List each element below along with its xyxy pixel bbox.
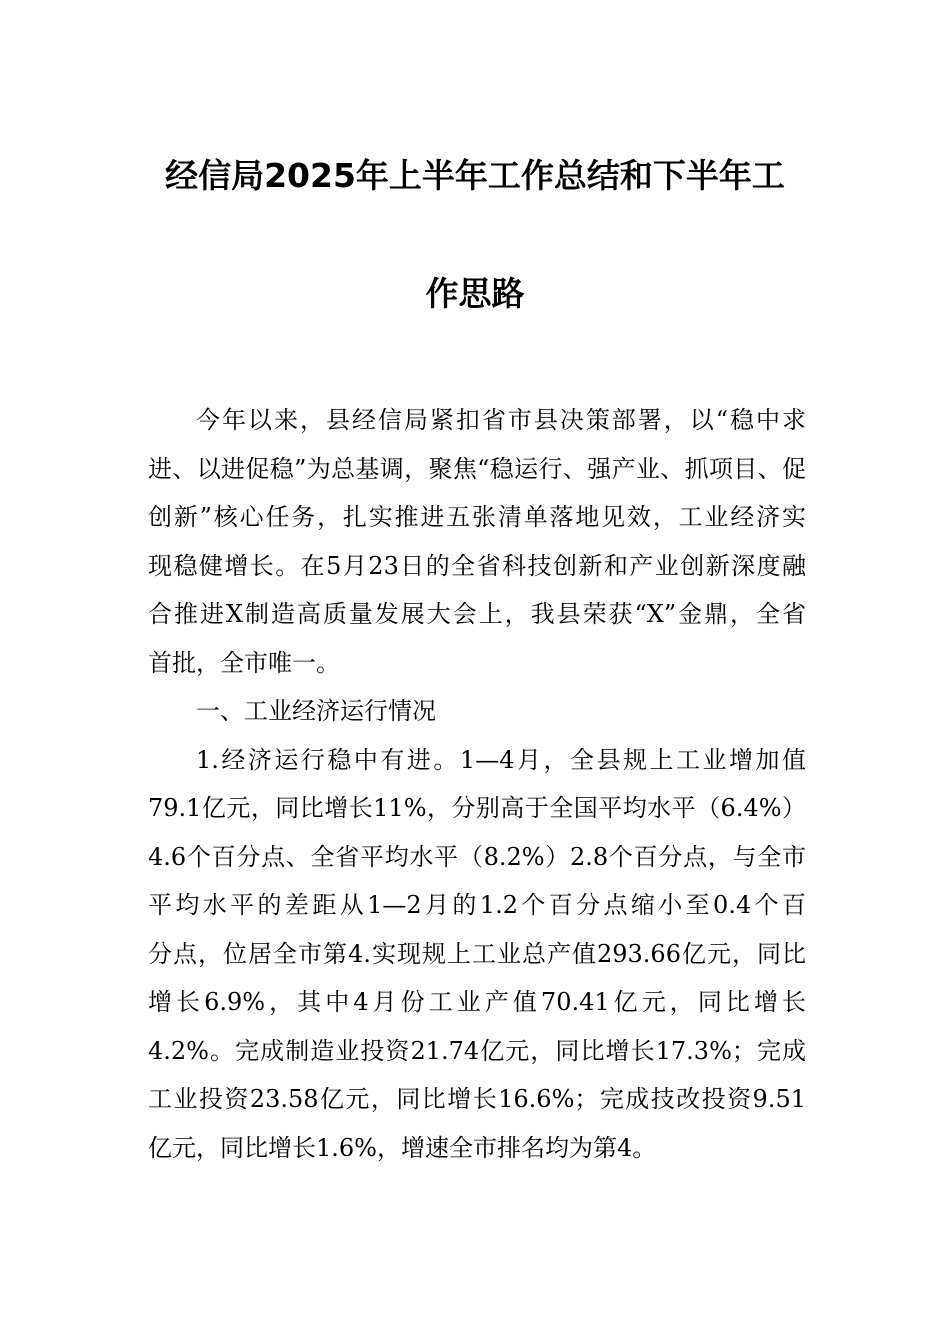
text-line: 平均水平的差距从1—2月的1.2个百分点缩小至0.4个百	[148, 891, 806, 919]
text-line: 4.6个百分点、全省平均水平（8.2%）2.8个百分点，与全市	[148, 842, 806, 871]
text-line: 现稳健增长。在5月23日的全省科技创新和产业创新深度融	[148, 551, 806, 580]
document-body	[148, 400, 806, 1176]
text-line: 合推进X制造高质量发展大会上，我县荣获“X”金鼎，全省	[148, 600, 806, 628]
text-line: 亿元，同比增长1.6%，增速全市排名均为第4。	[148, 1133, 657, 1162]
intro-paragraph	[148, 400, 806, 691]
section-heading-text: 一、工业经济运行情况	[196, 697, 436, 725]
text-line: 79.1亿元，同比增长11%，分别高于全国平均水平（6.4%）	[148, 794, 806, 822]
document-title-line-2: 作思路	[425, 274, 525, 313]
text-line: 分点，位居全市第4.实现规上工业总产值293.66亿元，同比	[148, 939, 806, 968]
text-line: 1.经济运行稳中有进。1—4月，全县规上工业增加值	[196, 745, 806, 774]
document-title-line-1: 经信局2025年上半年工作总结和下半年工	[165, 156, 785, 195]
text-line: 首批，全市唯一。	[148, 648, 340, 677]
text-line: 增长6.9%，其中4月份工业产值70.41亿元，同比增长	[148, 988, 806, 1016]
text-line: 进、以进促稳”为总基调，聚焦“稳运行、强产业、抓项目、促	[148, 454, 806, 483]
economic-paragraph	[148, 740, 806, 1177]
text-line: 今年以来，县经信局紧扣省市县决策部署，以“稳中求	[196, 406, 806, 434]
section-heading	[148, 691, 806, 740]
text-line: 创新”核心任务，扎实推进五张清单落地见效，工业经济实	[148, 503, 806, 531]
text-line: 工业投资23.58亿元，同比增长16.6%；完成技改投资9.51	[148, 1085, 806, 1113]
text-line: 4.2%。完成制造业投资21.74亿元，同比增长17.3%；完成	[148, 1036, 806, 1065]
